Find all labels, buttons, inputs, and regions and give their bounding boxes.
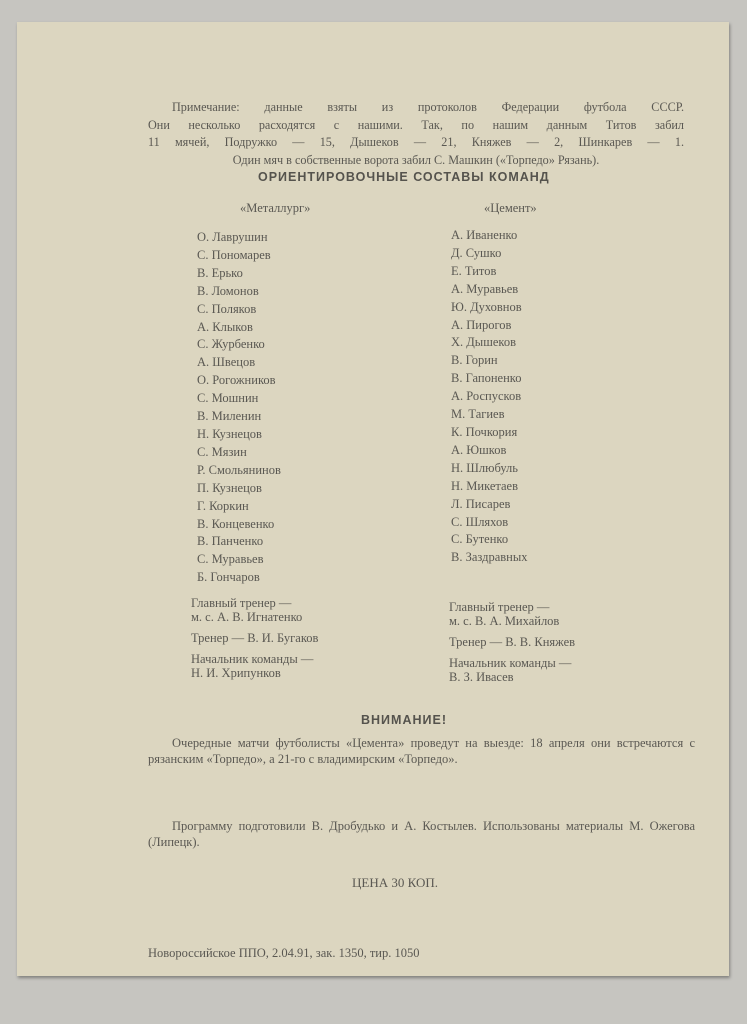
metallurg-roster [197, 229, 281, 587]
coach: Тренер — В. И. Бугаков [191, 631, 319, 645]
chief-name: Н. И. Хрипунков [191, 666, 281, 680]
player-name: П. Кузнецов [197, 480, 262, 495]
player-name: С. Мязин [197, 444, 247, 459]
coach: Тренер — В. В. Княжев [449, 635, 576, 649]
player-name: Н. Кузнецов [197, 426, 262, 441]
player-name: В. Ерько [197, 265, 243, 280]
price: ЦЕНА 30 КОП. [352, 875, 438, 890]
player-name: Б. Гончаров [197, 570, 260, 585]
note-line: Примечание: данные взяты из протоколов Федерации футбола СССР. [172, 100, 684, 114]
player-name: С. Мошнин [197, 391, 259, 406]
chief-label: Начальник команды — [449, 656, 572, 670]
note-line: Они несколько расходятся с нашими. Так, по нашим данным Титов забил [148, 117, 684, 132]
player-name: Д. Сушко [451, 245, 502, 260]
team-name-cement: «Цемент» [484, 201, 537, 215]
player-name: В. Горин [451, 353, 498, 368]
player-name: О. Лаврушин [197, 230, 268, 244]
head-coach-name: м. с. А. В. Игнатенко [191, 610, 303, 624]
metallurg-staff [191, 596, 318, 680]
chief-name: В. З. Ивасев [449, 670, 514, 684]
player-name: С. Журбенко [197, 337, 265, 352]
note-paragraph [148, 99, 684, 169]
player-name: Е. Титов [451, 263, 497, 278]
player-name: М. Тагиев [451, 407, 505, 422]
player-name: С. Поляков [197, 301, 257, 316]
note-line: Один мяч в собственные ворота забил С. Машкин («Торпедо» Рязань). [232, 152, 600, 167]
team-name-metallurg: «Металлург» [240, 201, 311, 215]
note-line: 11 мячей, Подружко — 15, Дышеков — 21, Княжев — 2, Шинкарев — 1. [148, 135, 684, 149]
player-name: С. Пономарев [197, 247, 271, 262]
player-name: А. Иваненко [451, 228, 518, 242]
player-name: В. Миленин [197, 409, 262, 424]
player-name: В. Ломонов [197, 283, 259, 298]
player-name: В. Гапоненко [451, 371, 522, 386]
head-coach-label: Главный тренер — [449, 600, 550, 614]
player-name: С. Шляхов [451, 514, 509, 529]
head-coach-label: Главный тренер — [191, 596, 292, 610]
imprint: Новороссийское ППО, 2.04.91, зак. 1350, тир. 1050 [148, 946, 420, 960]
player-name: С. Муравьев [197, 552, 264, 567]
attention-heading: ВНИМАНИЕ! [361, 713, 447, 727]
player-name: Х. Дышеков [451, 335, 516, 350]
player-name: В. Панченко [197, 534, 264, 549]
player-name: Р. Смольянинов [197, 462, 281, 477]
player-name: С. Бутенко [451, 532, 509, 547]
lineups-heading: ОРИЕНТИРОВОЧНЫЕ СОСТАВЫ КОМАНД [258, 170, 550, 184]
player-name: А. Клыков [197, 319, 253, 334]
attention-text: Очередные матчи футболисты «Цемента» проведут на выезде: 18 апреля они встречаются с рязанским «Торпедо», а 21-го с владимирским «Торпедо». [148, 736, 695, 766]
player-name: А. Роспусков [451, 389, 522, 404]
head-coach-name: м. с. В. А. Михайлов [449, 614, 560, 628]
player-name: Н. Шлюбуль [451, 460, 518, 475]
cement-staff [449, 600, 575, 684]
player-name: В. Заздравных [451, 550, 528, 565]
credits-text: Программу подготовили В. Дробудько и А. Костылев. Использованы материалы М. Ожегова (Липецк). [148, 819, 695, 849]
player-name: А. Муравьев [451, 281, 519, 296]
player-name: О. Рогожников [197, 373, 276, 388]
player-name: А. Юшков [451, 442, 507, 457]
player-name: Г. Коркин [197, 498, 249, 513]
player-name: А. Пирогов [451, 317, 512, 332]
player-name: Ю. Духовнов [451, 299, 522, 314]
cement-roster [451, 227, 528, 567]
chief-label: Начальник команды — [191, 652, 314, 666]
player-name: В. Концевенко [197, 516, 275, 531]
player-name: Н. Микетаев [451, 478, 519, 493]
player-name: А. Швецов [197, 355, 256, 370]
player-name: К. Почкория [451, 424, 518, 439]
player-name: Л. Писарев [451, 496, 511, 511]
